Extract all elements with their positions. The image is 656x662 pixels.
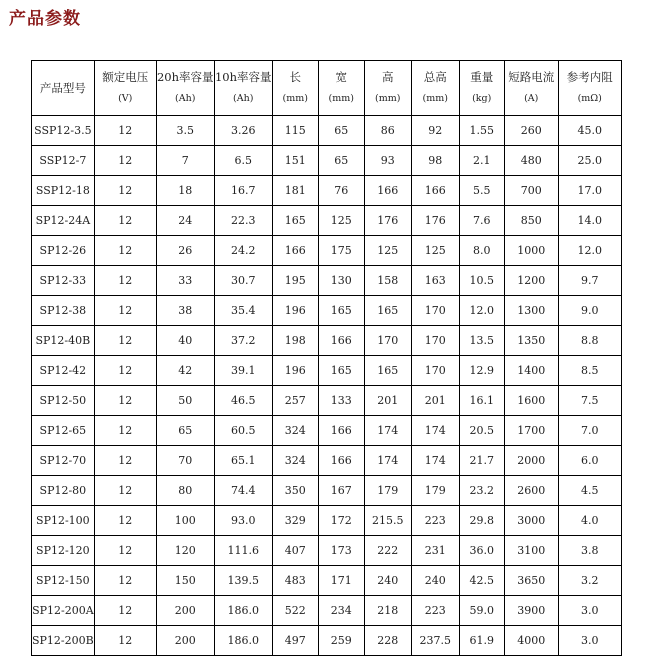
table-cell: 39.1 (214, 356, 272, 386)
table-cell: 12 (94, 356, 156, 386)
table-cell: 4000 (504, 626, 558, 656)
table-cell: 7 (156, 146, 214, 176)
page-title: 产品参数 (9, 9, 81, 29)
table-cell: 166 (272, 236, 318, 266)
table-cell: 174 (411, 446, 459, 476)
table-row (32, 536, 622, 566)
table-row (32, 146, 622, 176)
table-row (32, 446, 622, 476)
table-cell: SP12-150 (32, 566, 95, 596)
spec-table (31, 60, 622, 656)
table-row (32, 506, 622, 536)
table-cell: 46.5 (214, 386, 272, 416)
table-cell: 7.0 (558, 416, 621, 446)
table-cell: 173 (318, 536, 364, 566)
table-cell: 201 (411, 386, 459, 416)
column-header (156, 61, 214, 116)
column-header-unit: (mm) (422, 93, 448, 104)
table-cell: 12 (94, 626, 156, 656)
column-header-label: 宽 (335, 70, 347, 84)
table-cell: 195 (272, 266, 318, 296)
table-cell: 21.7 (459, 446, 504, 476)
table-cell: 33 (156, 266, 214, 296)
table-cell: 186.0 (214, 596, 272, 626)
table-cell: 2000 (504, 446, 558, 476)
table-cell: SSP12-3.5 (32, 116, 95, 146)
table-cell: 700 (504, 176, 558, 206)
table-cell: SP12-24A (32, 206, 95, 236)
table-row (32, 116, 622, 146)
table-cell: 18 (156, 176, 214, 206)
table-cell: 115 (272, 116, 318, 146)
table-cell: 98 (411, 146, 459, 176)
table-cell: 12 (94, 536, 156, 566)
table-cell: 158 (364, 266, 411, 296)
column-header (94, 61, 156, 116)
column-header-unit: (mm) (282, 93, 308, 104)
table-cell: 181 (272, 176, 318, 206)
table-cell: 166 (318, 446, 364, 476)
table-cell: SP12-200B (32, 626, 95, 656)
table-cell: 3.5 (156, 116, 214, 146)
column-header-unit: (kg) (472, 93, 492, 104)
table-cell: 93 (364, 146, 411, 176)
table-row (32, 386, 622, 416)
table-cell: 16.1 (459, 386, 504, 416)
table-cell: 3900 (504, 596, 558, 626)
table-cell: 2.1 (459, 146, 504, 176)
column-header-unit: (mm) (328, 93, 354, 104)
table-cell: 4.5 (558, 476, 621, 506)
table-cell: 23.2 (459, 476, 504, 506)
table-cell: 167 (318, 476, 364, 506)
table-cell: 166 (318, 416, 364, 446)
table-cell: 179 (364, 476, 411, 506)
table-cell: 6.5 (214, 146, 272, 176)
table-cell: 8.8 (558, 326, 621, 356)
table-cell: 497 (272, 626, 318, 656)
table-cell: 3650 (504, 566, 558, 596)
column-header (272, 61, 318, 116)
table-cell: 61.9 (459, 626, 504, 656)
table-cell: 133 (318, 386, 364, 416)
column-header-label: 参考内阻 (566, 70, 613, 84)
table-cell: 165 (318, 356, 364, 386)
table-cell: 24.2 (214, 236, 272, 266)
column-header-label: 短路电流 (508, 70, 555, 84)
table-cell: SP12-120 (32, 536, 95, 566)
table-cell: 12 (94, 416, 156, 446)
table-cell: 163 (411, 266, 459, 296)
table-cell: SP12-33 (32, 266, 95, 296)
table-cell: 50 (156, 386, 214, 416)
column-header (32, 61, 95, 116)
table-cell: 176 (364, 206, 411, 236)
column-header-unit: (A) (524, 93, 539, 104)
table-cell: 3000 (504, 506, 558, 536)
table-cell: 4.0 (558, 506, 621, 536)
table-cell: 7.6 (459, 206, 504, 236)
table-row (32, 476, 622, 506)
table-cell: 125 (411, 236, 459, 266)
table-cell: 45.0 (558, 116, 621, 146)
table-cell: 240 (411, 566, 459, 596)
table-cell: 22.3 (214, 206, 272, 236)
table-cell: 9.7 (558, 266, 621, 296)
table-cell: 74.4 (214, 476, 272, 506)
table-cell: 12 (94, 326, 156, 356)
table-cell: 12.9 (459, 356, 504, 386)
table-cell: 350 (272, 476, 318, 506)
table-cell: 165 (364, 356, 411, 386)
column-header-unit: (mΩ) (577, 93, 602, 104)
table-cell: 1700 (504, 416, 558, 446)
column-header (411, 61, 459, 116)
table-cell: 12.0 (558, 236, 621, 266)
column-header-unit: (Ah) (175, 93, 196, 104)
table-cell: 166 (411, 176, 459, 206)
table-cell: 172 (318, 506, 364, 536)
table-body (32, 116, 622, 656)
table-cell: 259 (318, 626, 364, 656)
table-cell: 12 (94, 296, 156, 326)
table-cell: 59.0 (459, 596, 504, 626)
table-cell: 3.2 (558, 566, 621, 596)
column-header-unit: (Ah) (233, 93, 254, 104)
table-cell: 174 (364, 446, 411, 476)
table-cell: 170 (364, 326, 411, 356)
table-cell: 29.8 (459, 506, 504, 536)
table-row (32, 206, 622, 236)
table-cell: 240 (364, 566, 411, 596)
table-row (32, 566, 622, 596)
table-cell: 176 (411, 206, 459, 236)
table-cell: 16.7 (214, 176, 272, 206)
table-cell: 8.0 (459, 236, 504, 266)
table-header-row (32, 61, 622, 116)
table-cell: 165 (364, 296, 411, 326)
table-cell: 7.5 (558, 386, 621, 416)
table-cell: 228 (364, 626, 411, 656)
column-header (504, 61, 558, 116)
table-cell: 12 (94, 206, 156, 236)
table-cell: 3.8 (558, 536, 621, 566)
column-header-label: 长 (289, 70, 301, 84)
table-cell: SSP12-18 (32, 176, 95, 206)
table-cell: 1000 (504, 236, 558, 266)
table-cell: SP12-38 (32, 296, 95, 326)
table-cell: 12 (94, 596, 156, 626)
table-cell: 186.0 (214, 626, 272, 656)
table-cell: 171 (318, 566, 364, 596)
table-cell: 10.5 (459, 266, 504, 296)
table-cell: 17.0 (558, 176, 621, 206)
table-cell: 234 (318, 596, 364, 626)
table-cell: 60.5 (214, 416, 272, 446)
table-cell: 260 (504, 116, 558, 146)
table-cell: 215.5 (364, 506, 411, 536)
column-header-label: 10h率容量 (214, 70, 272, 84)
table-cell: SP12-100 (32, 506, 95, 536)
table-row (32, 326, 622, 356)
table-cell: 12 (94, 386, 156, 416)
table-cell: 36.0 (459, 536, 504, 566)
table-cell: 5.5 (459, 176, 504, 206)
table-cell: 12 (94, 446, 156, 476)
table-cell: 6.0 (558, 446, 621, 476)
table-cell: 1200 (504, 266, 558, 296)
table-cell: 3.0 (558, 596, 621, 626)
table-cell: 26 (156, 236, 214, 266)
table-cell: 165 (318, 296, 364, 326)
column-header (558, 61, 621, 116)
table-cell: 30.7 (214, 266, 272, 296)
table-cell: 25.0 (558, 146, 621, 176)
table-cell: 125 (364, 236, 411, 266)
table-cell: 223 (411, 506, 459, 536)
table-cell: 1.55 (459, 116, 504, 146)
table-cell: 24 (156, 206, 214, 236)
table-cell: 237.5 (411, 626, 459, 656)
table-cell: 3.0 (558, 626, 621, 656)
table-cell: SP12-65 (32, 416, 95, 446)
table-cell: 37.2 (214, 326, 272, 356)
table-cell: 170 (411, 296, 459, 326)
table-cell: 70 (156, 446, 214, 476)
table-cell: SP12-40B (32, 326, 95, 356)
table-cell: 223 (411, 596, 459, 626)
table-cell: 151 (272, 146, 318, 176)
table-cell: 166 (318, 326, 364, 356)
table-cell: 3.26 (214, 116, 272, 146)
table-cell: 196 (272, 296, 318, 326)
table-cell: 12 (94, 116, 156, 146)
table-row (32, 416, 622, 446)
column-header-label: 总高 (423, 70, 447, 84)
table-cell: 1400 (504, 356, 558, 386)
table-cell: 12 (94, 506, 156, 536)
column-header-label: 高 (381, 70, 394, 84)
table-cell: SP12-200A (32, 596, 95, 626)
table-cell: 170 (411, 326, 459, 356)
table-cell: SP12-42 (32, 356, 95, 386)
table-cell: 483 (272, 566, 318, 596)
column-header-label: 额定电压 (102, 70, 149, 84)
table-cell: 170 (411, 356, 459, 386)
table-cell: 130 (318, 266, 364, 296)
column-header-label: 产品型号 (39, 80, 86, 95)
table-cell: 76 (318, 176, 364, 206)
column-header-label: 重量 (470, 70, 494, 84)
table-cell: 174 (364, 416, 411, 446)
table-cell: 40 (156, 326, 214, 356)
table-cell: 480 (504, 146, 558, 176)
table-cell: 12 (94, 476, 156, 506)
table-cell: 9.0 (558, 296, 621, 326)
table-cell: 179 (411, 476, 459, 506)
table-cell: SP12-50 (32, 386, 95, 416)
table-cell: 1300 (504, 296, 558, 326)
column-header-unit: (mm) (375, 93, 401, 104)
table-cell: 150 (156, 566, 214, 596)
table-cell: 86 (364, 116, 411, 146)
table-cell: 200 (156, 626, 214, 656)
table-cell: 12 (94, 236, 156, 266)
table-cell: 93.0 (214, 506, 272, 536)
table-cell: 12 (94, 146, 156, 176)
column-header (364, 61, 411, 116)
table-cell: 222 (364, 536, 411, 566)
table-row (32, 296, 622, 326)
table-row (32, 626, 622, 656)
table-cell: 2600 (504, 476, 558, 506)
table-cell: 20.5 (459, 416, 504, 446)
table-cell: 12 (94, 176, 156, 206)
table-cell: 14.0 (558, 206, 621, 236)
table-row (32, 596, 622, 626)
table-cell: 218 (364, 596, 411, 626)
table-cell: 324 (272, 446, 318, 476)
column-header (318, 61, 364, 116)
table-cell: 12.0 (459, 296, 504, 326)
table-cell: 65 (318, 146, 364, 176)
column-header-label: 20h率容量 (156, 70, 214, 84)
column-header-unit: (V) (118, 93, 133, 104)
table-row (32, 236, 622, 266)
table-cell: 196 (272, 356, 318, 386)
table-cell: 12 (94, 566, 156, 596)
table-cell: 1350 (504, 326, 558, 356)
table-cell: 139.5 (214, 566, 272, 596)
table-cell: 42.5 (459, 566, 504, 596)
table-cell: SP12-26 (32, 236, 95, 266)
table-cell: 850 (504, 206, 558, 236)
table-row (32, 176, 622, 206)
table-cell: 329 (272, 506, 318, 536)
table-cell: 175 (318, 236, 364, 266)
table-cell: SP12-70 (32, 446, 95, 476)
table-cell: SP12-80 (32, 476, 95, 506)
table-cell: 80 (156, 476, 214, 506)
table-cell: 120 (156, 536, 214, 566)
table-row (32, 266, 622, 296)
table-cell: 198 (272, 326, 318, 356)
table-cell: 165 (272, 206, 318, 236)
table-cell: 12 (94, 266, 156, 296)
table-cell: 111.6 (214, 536, 272, 566)
table-cell: 174 (411, 416, 459, 446)
table-cell: 3100 (504, 536, 558, 566)
table-row (32, 356, 622, 386)
table-cell: 65.1 (214, 446, 272, 476)
table-cell: 257 (272, 386, 318, 416)
column-header (459, 61, 504, 116)
table-cell: 100 (156, 506, 214, 536)
table-cell: 13.5 (459, 326, 504, 356)
table-cell: 407 (272, 536, 318, 566)
table-cell: 1600 (504, 386, 558, 416)
table-cell: 38 (156, 296, 214, 326)
table-cell: 42 (156, 356, 214, 386)
table-cell: 92 (411, 116, 459, 146)
table-cell: 166 (364, 176, 411, 206)
table-cell: 201 (364, 386, 411, 416)
table-cell: SSP12-7 (32, 146, 95, 176)
table-cell: 35.4 (214, 296, 272, 326)
table-cell: 8.5 (558, 356, 621, 386)
table-cell: 65 (156, 416, 214, 446)
table-cell: 522 (272, 596, 318, 626)
table-cell: 231 (411, 536, 459, 566)
table-cell: 200 (156, 596, 214, 626)
table-cell: 324 (272, 416, 318, 446)
column-header (214, 61, 272, 116)
table-cell: 65 (318, 116, 364, 146)
table-cell: 125 (318, 206, 364, 236)
